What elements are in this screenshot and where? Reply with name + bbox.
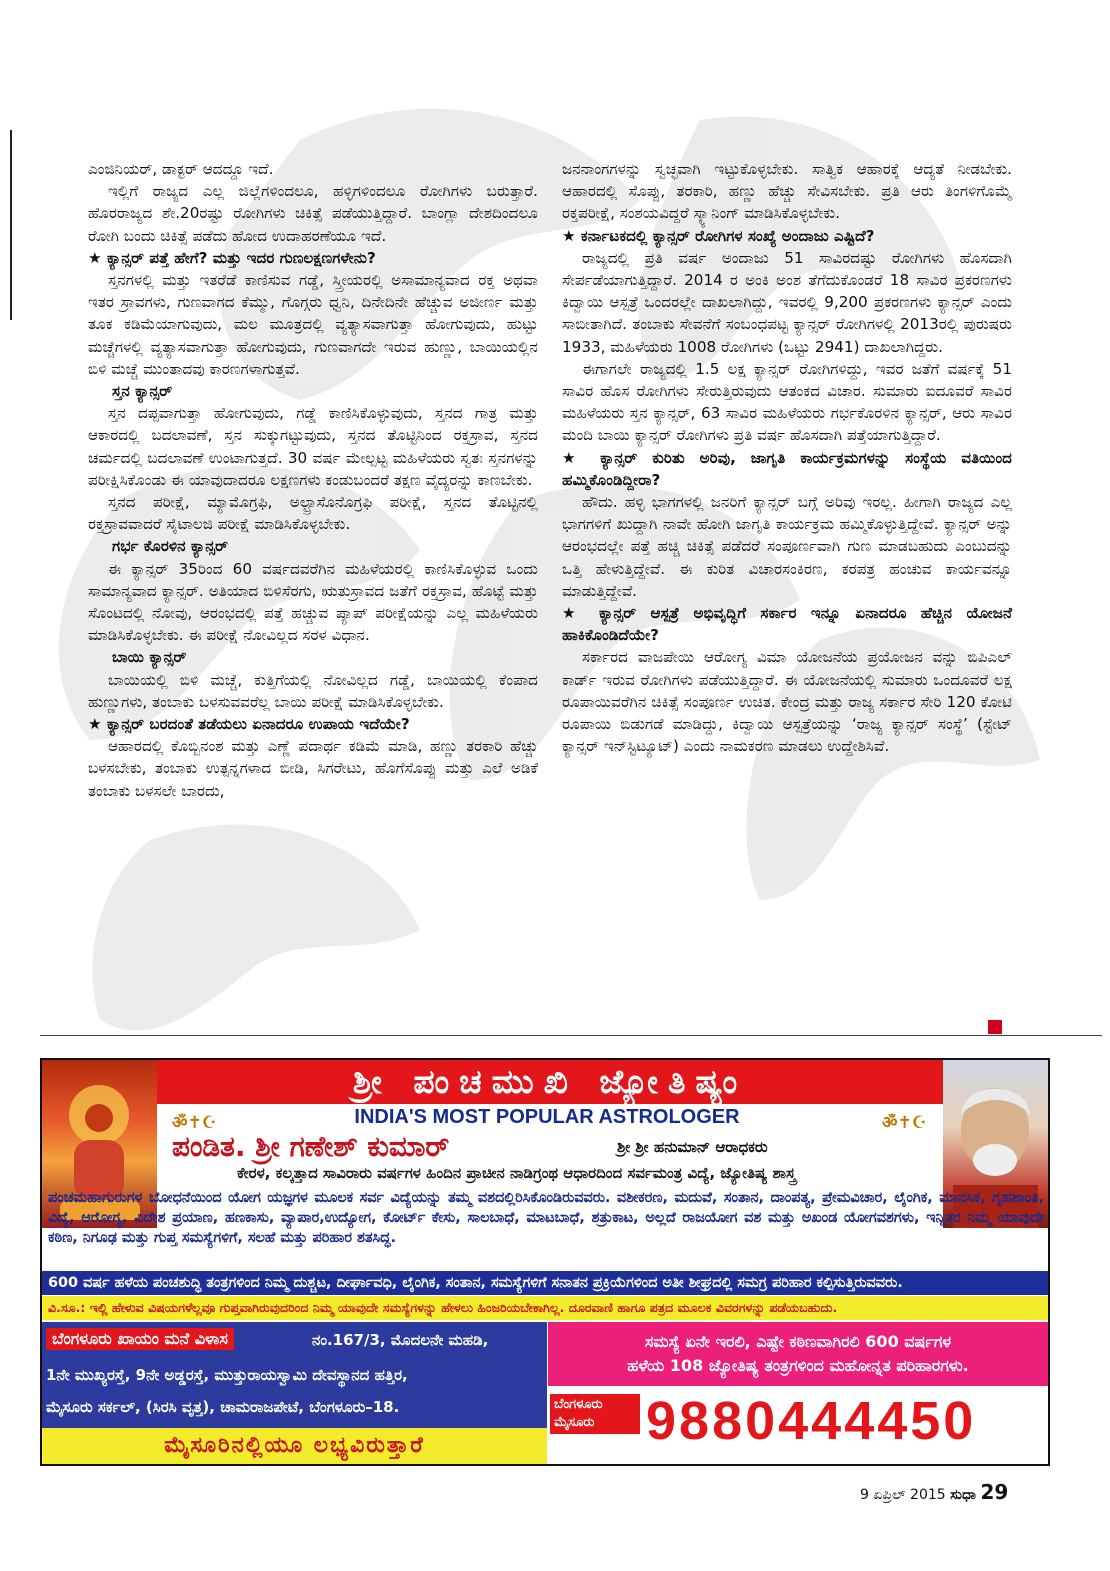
magazine-name: ಸುಧಾ [950, 1487, 976, 1503]
left-paragraph-7: ಸ್ತನದ ಪರೀಕ್ಷೆ, ಮ್ಯಾಮೊಗ್ರಫಿ, ಅಲ್ಟ್ರಾಸೊನೊಗ್ರಫಿ ಪರೀಕ್ಷೆ, ಸ್ತನದ ತೊಟ್ಟಿನಲ್ಲಿ ರಕ್ತಸ್ರಾವವಾದರೆ ಸೈಟಾಲಜಿ ಪರೀಕ್ಷೆ ಮಾಡಿಸಿಕೊಳ್ಳಬೇಕು. [88, 493, 538, 534]
mysore-availability: ಮೈಸೂರಿನಲ್ಲಿಯೂ ಲಭ್ಯವಿರುತ್ತಾರೆ [42, 1428, 547, 1464]
right-paragraph-6: ಹೌದು. ಹಳ್ಳಿ ಭಾಗಗಳಲ್ಲಿ ಜನರಿಗೆ ಕ್ಯಾನ್ಸರ್ ಬಗ್ಗೆ ಅರಿವು ಇರಲ್ಲ. ಹೀಗಾಗಿ ರಾಜ್ಯದ ಎಲ್ಲ ಭಾಗಗಳಿಗೆ ಖುದ್ದಾಗಿ ನಾವೇ ಹೋಗಿ ಜಾಗೃತಿ ಕಾರ್ಯಕ್ರಮ ಹಮ್ಮಿಕೊಳ್ಳುತ್ತಿದ್ದೇವೆ. ಕ್ಯಾನ್ಸರ್ ಅನ್ನು ಆರಂಭದಲ್ಲೇ ಪತ್ತೆ ಹಚ್ಚಿ ಚಿಕಿತ್ಸೆ ಪಡೆದರೆ ಸಂಪೂರ್ಣವಾಗಿ ಗುಣ ಮಾಡಬಹುದು ಎಂಬುದನ್ನು ಒತ್ತಿ ಹೇಳುತ್ತಿದ್ದೇವೆ. ಈ ಕುರಿತ ವಿಚಾರಸಂಕಿರಣ, ಕರಪತ್ರ ಹಂಚುವ ಕಾರ್ಯವನ್ನೂ ಮಾಡುತ್ತಿದ್ದೇವೆ. [562, 493, 1012, 600]
question-heading: ★ ಕ್ಯಾನ್ಸರ್ ಬರದಂತೆ ತಡೆಯಲು ಏನಾದರೂ ಉಪಾಯ ಇದೆಯೇ? [88, 715, 410, 734]
section-divider [40, 1035, 1102, 1036]
address-line: 1ನೇ ಮುಖ್ಯರಸ್ತೆ, 9ನೇ ಅಡ್ಡರಸ್ತೆ, ಮುತ್ತುರಾಯಸ್ವಾಮಿ ದೇವಸ್ಥಾನದ ಹತ್ತಿರ, [46, 1366, 408, 1384]
page-footer [860, 1480, 1008, 1504]
article-right-column [562, 158, 1012, 757]
ad-blue-strip: 600 ವರ್ಷ ಹಳೆಯ ಪಂಚಶುದ್ಧಿ ತಂತ್ರಗಳಿಂದ ನಿಮ್ಮ ದುಶ್ಚಟ, ದೀರ್ಘಾವಧಿ, ಲೈಂಗಿಕ, ಸಂತಾನ, ಸಮಸ್ಯೆಗಳಿಗೆ ಸನಾತನ ಪ್ರಕ್ರಿಯೆಗಳಿಂದ ಅತೀ ಶೀಘ್ರದಲ್ಲಿ ಸಮಗ್ರ ಪರಿಹಾರ ಕಲ್ಪಿಸುತ್ತಿರುವವರು. [42, 1271, 1048, 1295]
subheading-oral-cancer: ಬಾಯಿ ಕ್ಯಾನ್ಸರ್ [112, 648, 187, 667]
phone-number: 9880444450 [646, 1391, 977, 1451]
question-heading: ★ ಕರ್ನಾಟಕದಲ್ಲಿ ಕ್ಯಾನ್ಸರ್ ರೋಗಿಗಳ ಸಂಖ್ಯೆ ಅಂದಾಜು ಎಷ್ಟಿದೆ? [562, 226, 875, 245]
astrologer-tagline: ಶ್ರೀ ಶ್ರೀ ಹನುಮಾನ್ ಆರಾಧಕರು [617, 1138, 768, 1156]
subheading-breast-cancer: ಸ್ತನ ಕ್ಯಾನ್ಸರ್ [112, 382, 173, 401]
ad-lineage: ಕೇರಳ, ಕಲ್ಕತ್ತಾದ ಸಾವಿರಾರು ವರ್ಷಗಳ ಹಿಂದಿನ ಪ್ರಾಚೀನ ನಾಡಿಗ್ರಂಥ ಆಧಾರದಿಂದ ಸರ್ವಮಂತ್ರ ವಿದ್ಯೆ, ಜ್ಯೋತಿಷ್ಯ ಶಾಸ್ತ್ರ [237, 1164, 796, 1182]
ad-description: ಪಂಚಮಹಾಗುರುಗಳ ಬೋಧನೆಯಿಂದ ಯೋಗ ಯಜ್ಞಗಳ ಮೂಲಕ ಸರ್ವ ವಿದ್ಯೆಯನ್ನು ತಮ್ಮ ವಶದಲ್ಲಿರಿಸಿಕೊಂಡಿರುವವರು. ವಶೀಕರಣ, ಮದುವೆ, ಸಂತಾನ, ದಾಂಪತ್ಯ, ಪ್ರೇಮವಿಚಾರ, ಲೈಂಗಿಕ, ಮಾನಸಿಕ, ಗೃಹಶಾಂತಿ, ವಿದ್ಯೆ, ಆರೋಗ್ಯ, ವಿದೇಶ ಪ್ರಯಾಣ, ಹಣಕಾಸು, ವ್ಯಾಪಾರ,ಉದ್ಯೋಗ, ಕೋರ್ಟ್ ಕೇಸು, ಸಾಲಬಾಧೆ, ಮಾಟಬಾಧೆ, ಶತ್ರುಕಾಟ, ಅಲ್ಲದೆ ರಾಜಯೋಗ ವಶ ಮತ್ತು ಅಖಂಡ ಯೋಗವಶಗಳು, ಇನ್ನಿತರ ನಿಮ್ಮ ಯಾವುದೇ ಕಠಿಣ, ನಿಗೂಢ ಮತ್ತು ಗುಪ್ತ ಸಮಸ್ಯೆಗಳಿಗೆ, ಸಲಹೆ ಮತ್ತು ಪರಿಹಾರ ಶತಸಿದ್ಧ. [48, 1190, 1044, 1246]
phone-city-label: ಮೈಸೂರು [554, 1415, 595, 1430]
issue-date: 9 ಏಪ್ರಿಲ್ 2015 [860, 1487, 946, 1503]
margin-rule [10, 130, 12, 320]
ad-address-box [42, 1322, 547, 1428]
religious-symbols-icon: ॐ✝☪ [172, 1113, 217, 1133]
ad-note-strip: ವಿ.ಸೂ.: ಇಲ್ಲಿ ಹೇಳುವ ವಿಷಯಗಳೆಲ್ಲವೂ ಗುಪ್ತವಾಗಿರುವುದರಿಂದ ನಿಮ್ಮ ಯಾವುದೇ ಸಮಸ್ಯೆಗಳನ್ನು ಹೇಳಲು ಹಿಂಜರಿಯಬೇಕಾಗಿಲ್ಲ. ದೂರವಾಣಿ ಹಾಗೂ ಪತ್ರದ ಮೂಲಕ ವಿವರಗಳನ್ನು ಪಡೆಯಬಹುದು. [42, 1296, 1048, 1320]
religious-symbols-icon: ॐ✝☪ [882, 1113, 927, 1133]
left-paragraph-9: ಈ ಕ್ಯಾನ್ಸರ್ 35ರಿಂದ 60 ವರ್ಷದವರೆಗಿನ ಮಹಿಳೆಯರಲ್ಲಿ ಕಾಣಿಸಿಕೊಳ್ಳುವ ಒಂದು ಸಾಮಾನ್ಯವಾದ ಕ್ಯಾನ್ಸರ್. ಅತಿಯಾದ ಬಿಳಿಸೆರಗು, ಋತುಸ್ರಾವದ ಜತೆಗೆ ರಕ್ತಸ್ರಾವ, ಹೊಟ್ಟೆ ಮತ್ತು ಸೊಂಟದಲ್ಲಿ ನೋವು, ಆರಂಭದಲ್ಲಿ ಪತ್ತೆ ಹಚ್ಚುವ ಪ್ಯಾಪ್ ಪರೀಕ್ಷೆಯನ್ನು ಎಲ್ಲ ಮಹಿಳೆಯರು ಮಾಡಿಸಿಕೊಳ್ಳಬೇಕು. ಈ ಪರೀಕ್ಷೆ ನೋವಿಲ್ಲದ ಸರಳ ವಿಧಾನ. [88, 559, 538, 645]
right-paragraph-4: ಈಗಾಗಲೇ ರಾಜ್ಯದಲ್ಲಿ 1.5 ಲಕ್ಷ ಕ್ಯಾನ್ಸರ್ ರೋಗಿಗಳಿದ್ದು, ಇವರ ಜತೆಗೆ ವರ್ಷಕ್ಕೆ 51 ಸಾವಿರ ಹೊಸ ರೋಗಿಗಳು ಸೇರುತ್ತಿರುವುದು ಆತಂಕದ ವಿಚಾರ. ಸುಮಾರು ಐದೂವರೆ ಸಾವಿರ ಮಹಿಳೆಯರು ಸ್ತನ ಕ್ಯಾನ್ಸರ್, 63 ಸಾವಿರ ಮಹಿಳೆಯರು ಗರ್ಭಕೊರಳಿನ ಕ್ಯಾನ್ಸರ್, ಆರು ಸಾವಿರ ಮಂದಿ ಬಾಯಿ ಕ್ಯಾನ್ಸರ್ ರೋಗಿಗಳು ಪ್ರತಿ ವರ್ಷ ಹೊಸದಾಗಿ ಪತ್ತೆಯಾಗುತ್ತಿದ್ದಾರೆ. [562, 359, 1012, 445]
astrologer-name: ಪಂಡಿತ. ಶ್ರೀ ಗಣೇಶ್ ಕುಮಾರ್ [172, 1130, 450, 1163]
ad-offer-box [548, 1322, 1048, 1386]
left-paragraph-1: ಎಂಜಿನಿಯರ್, ಡಾಕ್ಟರ್ ಆದದ್ದೂ ಇದೆ. [88, 160, 274, 178]
right-paragraph-8: ಸರ್ಕಾರದ ವಾಜಪೇಯಿ ಆರೋಗ್ಯ ವಿಮಾ ಯೋಜನೆಯ ಪ್ರಯೋಜನ ವನ್ನು ಬಿಪಿಎಲ್ ಕಾರ್ಡ್ ಇರುವ ರೋಗಿಗಳು ಪಡೆಯುತ್ತಿದ್ದಾರೆ. ಈ ಯೋಜನೆಯಲ್ಲಿ ಸುಮಾರು ಒಂದೂವರೆ ಲಕ್ಷ ರೂಪಾಯಿವರೆಗಿನ ಚಿಕಿತ್ಸೆ ಸಂಪೂರ್ಣ ಉಚಿತ. ಕೇಂದ್ರ ಮತ್ತು ರಾಜ್ಯ ಸರ್ಕಾರ ಸೇರಿ 120 ಕೋಟಿ ರೂಪಾಯಿ ಬಿಡುಗಡೆ ಮಾಡಿದ್ದು, ಕಿದ್ವಾಯಿ ಆಸ್ಪತ್ರೆಯನ್ನು ‘ರಾಜ್ಯ ಕ್ಯಾನ್ಸರ್ ಸಂಸ್ಥೆ’ (ಸ್ಟೇಟ್ ಕ್ಯಾನ್ಸರ್ ಇನ್‌ಸ್ಟಿಟ್ಯೂಟ್) ಎಂದು ನಾಮಕರಣ ಮಾಡಲು ಉದ್ದೇಶಿಸಿವೆ. [562, 648, 1012, 756]
ad-phone-box [548, 1386, 1048, 1460]
address-line: ಮೈಸೂರು ಸರ್ಕಲ್, (ಸಿರಸಿ ವೃತ್ತ), ಚಾಮರಾಜಪೇಟೆ, ಬೆಂಗಳೂರು–18. [46, 1398, 400, 1416]
article-body [88, 158, 1012, 1028]
left-paragraph-2: ಇಲ್ಲಿಗೆ ರಾಜ್ಯದ ಎಲ್ಲ ಜಿಲ್ಲೆಗಳಿಂದಲೂ, ಹಳ್ಳಿಗಳಿಂದಲೂ ರೋಗಿಗಳು ಬರುತ್ತಾರೆ. ಹೊರರಾಜ್ಯದ ಶೇ.20ರಷ್ಟು ರೋಗಿಗಳು ಚಿಕಿತ್ಸೆ ಪಡೆಯುತ್ತಿದ್ದಾರೆ. ಬಾಂಗ್ಲಾ ದೇಶದಿಂದಲೂ ರೋಗಿ ಬಂದು ಚಿಕಿತ್ಸೆ ಪಡೆದು ಹೋದ ಉದಾಹರಣೆಯೂ ಇದೆ. [88, 182, 538, 245]
address-line: ನಂ.167/3, ಮೊದಲನೇ ಮಹಡಿ, [312, 1331, 489, 1349]
astrologer-advertisement [40, 1058, 1050, 1466]
phone-location-label [550, 1394, 640, 1434]
ad-title: ಶ್ರೀ ಪಂಚಮುಖಿ ಜ್ಯೋತಿಷ್ಯಂ [157, 1060, 943, 1104]
article-left-column [88, 158, 538, 802]
right-paragraph-1: ಜನನಾಂಗಗಳನ್ನು ಸ್ವಚ್ಛವಾಗಿ ಇಟ್ಟುಕೊಳ್ಳಬೇಕು. ಸಾತ್ವಿಕ ಆಹಾರಕ್ಕೆ ಆದ್ಯತೆ ನೀಡಬೇಕು. ಆಹಾರದಲ್ಲಿ ಸೊಪ್ಪು, ತರಕಾರಿ, ಹಣ್ಣು ಹೆಚ್ಚು ಸೇವಿಸಬೇಕು. ಪ್ರತಿ ಆರು ತಿಂಗಳಿಗೊಮ್ಮೆ ರಕ್ತಪರೀಕ್ಷೆ, ಸಂಶಯವಿದ್ದರೆ ಸ್ಕ್ಯಾನಿಂಗ್ ಮಾಡಿಸಿಕೊಳ್ಳಬೇಕು. [562, 160, 1012, 223]
left-paragraph-13: ಆಹಾರದಲ್ಲಿ ಕೊಬ್ಬಿನಂಶ ಮತ್ತು ಎಣ್ಣೆ ಪದಾರ್ಥ ಕಡಿಮೆ ಮಾಡಿ, ಹಣ್ಣು ತರಕಾರಿ ಹೆಚ್ಚು ಬಳಸಬೇಕು, ತಂಬಾಕು ಉತ್ಪನ್ನಗಳಾದ ಬೀಡಿ, ಸಿಗರೇಟು, ಹೊಗೆಸೊಪ್ಪು ಮತ್ತು ಎಲೆ ಅಡಿಕೆ ತಂಬಾಕು ಬಳಸಲೇ ಬಾರದು, [88, 737, 538, 800]
left-paragraph-11: ಬಾಯಿಯಲ್ಲಿ ಬಿಳಿ ಮಚ್ಚೆ, ಕುತ್ತಿಗೆಯಲ್ಲಿ ನೋವಿಲ್ಲದ ಗಡ್ಡೆ, ಬಾಯಿಯಲ್ಲಿ ಕೆಂಪಾದ ಹುಣ್ಣುಗಳು, ತಂಬಾಕು ಬಳಸುವವರೆಲ್ಲ ಬಾಯಿ ಪರೀಕ್ಷೆ ಮಾಡಿಸಿಕೊಳ್ಳಬೇಕು. [88, 670, 538, 711]
question-heading: ★ ಕ್ಯಾನ್ಸರ್ ಕುರಿತು ಅರಿವು, ಜಾಗೃತಿ ಕಾರ್ಯಕ್ರಮಗಳನ್ನು ಸಂಸ್ಥೆಯ ವತಿಯಿಂದ ಹಮ್ಮಿಕೊಂಡಿದ್ದೀರಾ? [562, 448, 1012, 489]
ad-subtitle: INDIA'S MOST POPULAR ASTROLOGER [354, 1106, 740, 1128]
offer-line: ಹಳೆಯ 108 ಜ್ಯೋತಿಷ್ಯ ತಂತ್ರಗಳಿಂದ ಮಹೋನ್ನತ ಪರಿಹಾರಗಳು. [627, 1356, 969, 1375]
address-label: ಬೆಂಗಳೂರು ಖಾಯಂ ಮನೆ ವಿಳಾಸ [46, 1328, 234, 1350]
offer-line: ಸಮಸ್ಯೆ ಏನೇ ಇರಲಿ, ಎಷ್ಟೇ ಕಠಿಣವಾಗಿರಲಿ 600 ವರ್ಷಗಳ [644, 1332, 952, 1351]
right-paragraph-3: ರಾಜ್ಯದಲ್ಲಿ ಪ್ರತಿ ವರ್ಷ ಅಂದಾಜು 51 ಸಾವಿರದಷ್ಟು ರೋಗಿಗಳು ಹೊಸದಾಗಿ ಸೇರ್ಪಡೆಯಾಗುತ್ತಿದ್ದಾರೆ. 2014 ರ ಅಂಕಿ ಅಂಶ ತೆಗೆದುಕೊಂಡರೆ 18 ಸಾವಿರ ಪ್ರಕರಣಗಳು ಕಿದ್ವಾಯಿ ಆಸ್ಪತ್ರೆ ಒಂದರಲ್ಲೇ ದಾಖಲಾಗಿದ್ದು, ಇವರಲ್ಲಿ 9,200 ಪ್ರಕರಣಗಳು ಕ್ಯಾನ್ಸರ್ ಎಂದು ಸಾಬೀತಾಗಿದೆ. ತಂಬಾಕು ಸೇವನೆಗೆ ಸಂಬಂಧಪಟ್ಟ ಕ್ಯಾನ್ಸರ್ ರೋಗಿಗಳಲ್ಲಿ 2013ರಲ್ಲಿ ಪುರುಷರು 1933, ಮಹಿಳೆಯರು 1008 ರೋಗಿಗಳು (ಒಟ್ಟು 2941) ದಾಖಲಾಗಿದ್ದರು. [562, 248, 1012, 356]
left-paragraph-6: ಸ್ತನ ದಪ್ಪವಾಗುತ್ತಾ ಹೋಗುವುದು, ಗಡ್ಡೆ ಕಾಣಿಸಿಕೊಳ್ಳುವುದು, ಸ್ತನದ ಗಾತ್ರ ಮತ್ತು ಆಕಾರದಲ್ಲಿ ಬದಲಾವಣೆ, ಸ್ತನ ಸುಕ್ಕುಗಟ್ಟುವುದು, ಸ್ತನದ ತೊಟ್ಟಿನಿಂದ ರಕ್ತಸ್ರಾವ, ಸ್ತನದ ಚರ್ಮದಲ್ಲಿ ಬದಲಾವಣೆ ಉಂಟಾಗುತ್ತದೆ. 30 ವರ್ಷ ಮೇಲ್ಪಟ್ಟ ಮಹಿಳೆಯರು ಸ್ವತಃ ಸ್ತನಗಳನ್ನು ಪರೀಕ್ಷಿಸಿಕೊಂಡು ಈ ಯಾವುದಾದರೂ ಲಕ್ಷಣಗಳು ಕಂಡುಬಂದರೆ ತಕ್ಷಣ ವೈದ್ಯರನ್ನು ಕಾಣಬೇಕು. [88, 404, 538, 489]
phone-city-label: ಬೆಂಗಳೂರು [554, 1397, 603, 1412]
question-heading: ★ ಕ್ಯಾನ್ಸರ್ ಪತ್ತೆ ಹೇಗೆ? ಮತ್ತು ಇದರ ಗುಣಲಕ್ಷಣಗಳೇನು? [88, 248, 376, 267]
question-heading: ★ ಕ್ಯಾನ್ಸರ್ ಆಸ್ಪತ್ರೆ ಅಭಿವೃದ್ಧಿಗೆ ಸರ್ಕಾರ ಇನ್ನೂ ಏನಾದರೂ ಹೆಚ್ಚಿನ ಯೋಜನೆ ಹಾಕಿಕೊಂಡಿದೆಯೇ? [562, 604, 1012, 645]
left-paragraph-4: ಸ್ತನಗಳಲ್ಲಿ ಮತ್ತು ಇತರೆಡೆ ಕಾಣಿಸುವ ಗಡ್ಡೆ, ಸ್ತ್ರೀಯರಲ್ಲಿ ಅಸಾಮಾನ್ಯವಾದ ರಕ್ತ ಅಥವಾ ಇತರ ಸ್ರಾವಗಳು, ಗುಣವಾಗದ ಕೆಮ್ಮು, ಗೊಗ್ಗರು ಧ್ವನಿ, ದಿನೇದಿನೇ ಹೆಚ್ಚುವ ಅಜೀರ್ಣ ಮತ್ತು ತೂಕ ಕಡಿಮೆಯಾಗುವುದು, ಮಲ ಮೂತ್ರದಲ್ಲಿ ವ್ಯತ್ಯಾಸವಾಗುತ್ತಾ ಹೋಗುವುದು, ಹುಟ್ಟು ಮಚ್ಚೆಗಳಲ್ಲಿ ವ್ಯತ್ಯಾಸವಾಗುತ್ತಾ ಹೋಗುವುದು, ಗುಣವಾಗದೇ ಇರುವ ಹುಣ್ಣು, ಬಾಯಿಯಲ್ಲಿನ ಬಿಳಿ ಮಚ್ಚೆ ಮುಂತಾದವು ಕಾರಣಗಳಾಗುತ್ತವೆ. [88, 271, 538, 378]
subheading-cervical-cancer: ಗರ್ಭ ಕೊರಳಿನ ಕ್ಯಾನ್ಸರ್ [112, 537, 229, 556]
page-number: 29 [980, 1480, 1009, 1504]
end-mark-square [988, 1020, 1002, 1034]
